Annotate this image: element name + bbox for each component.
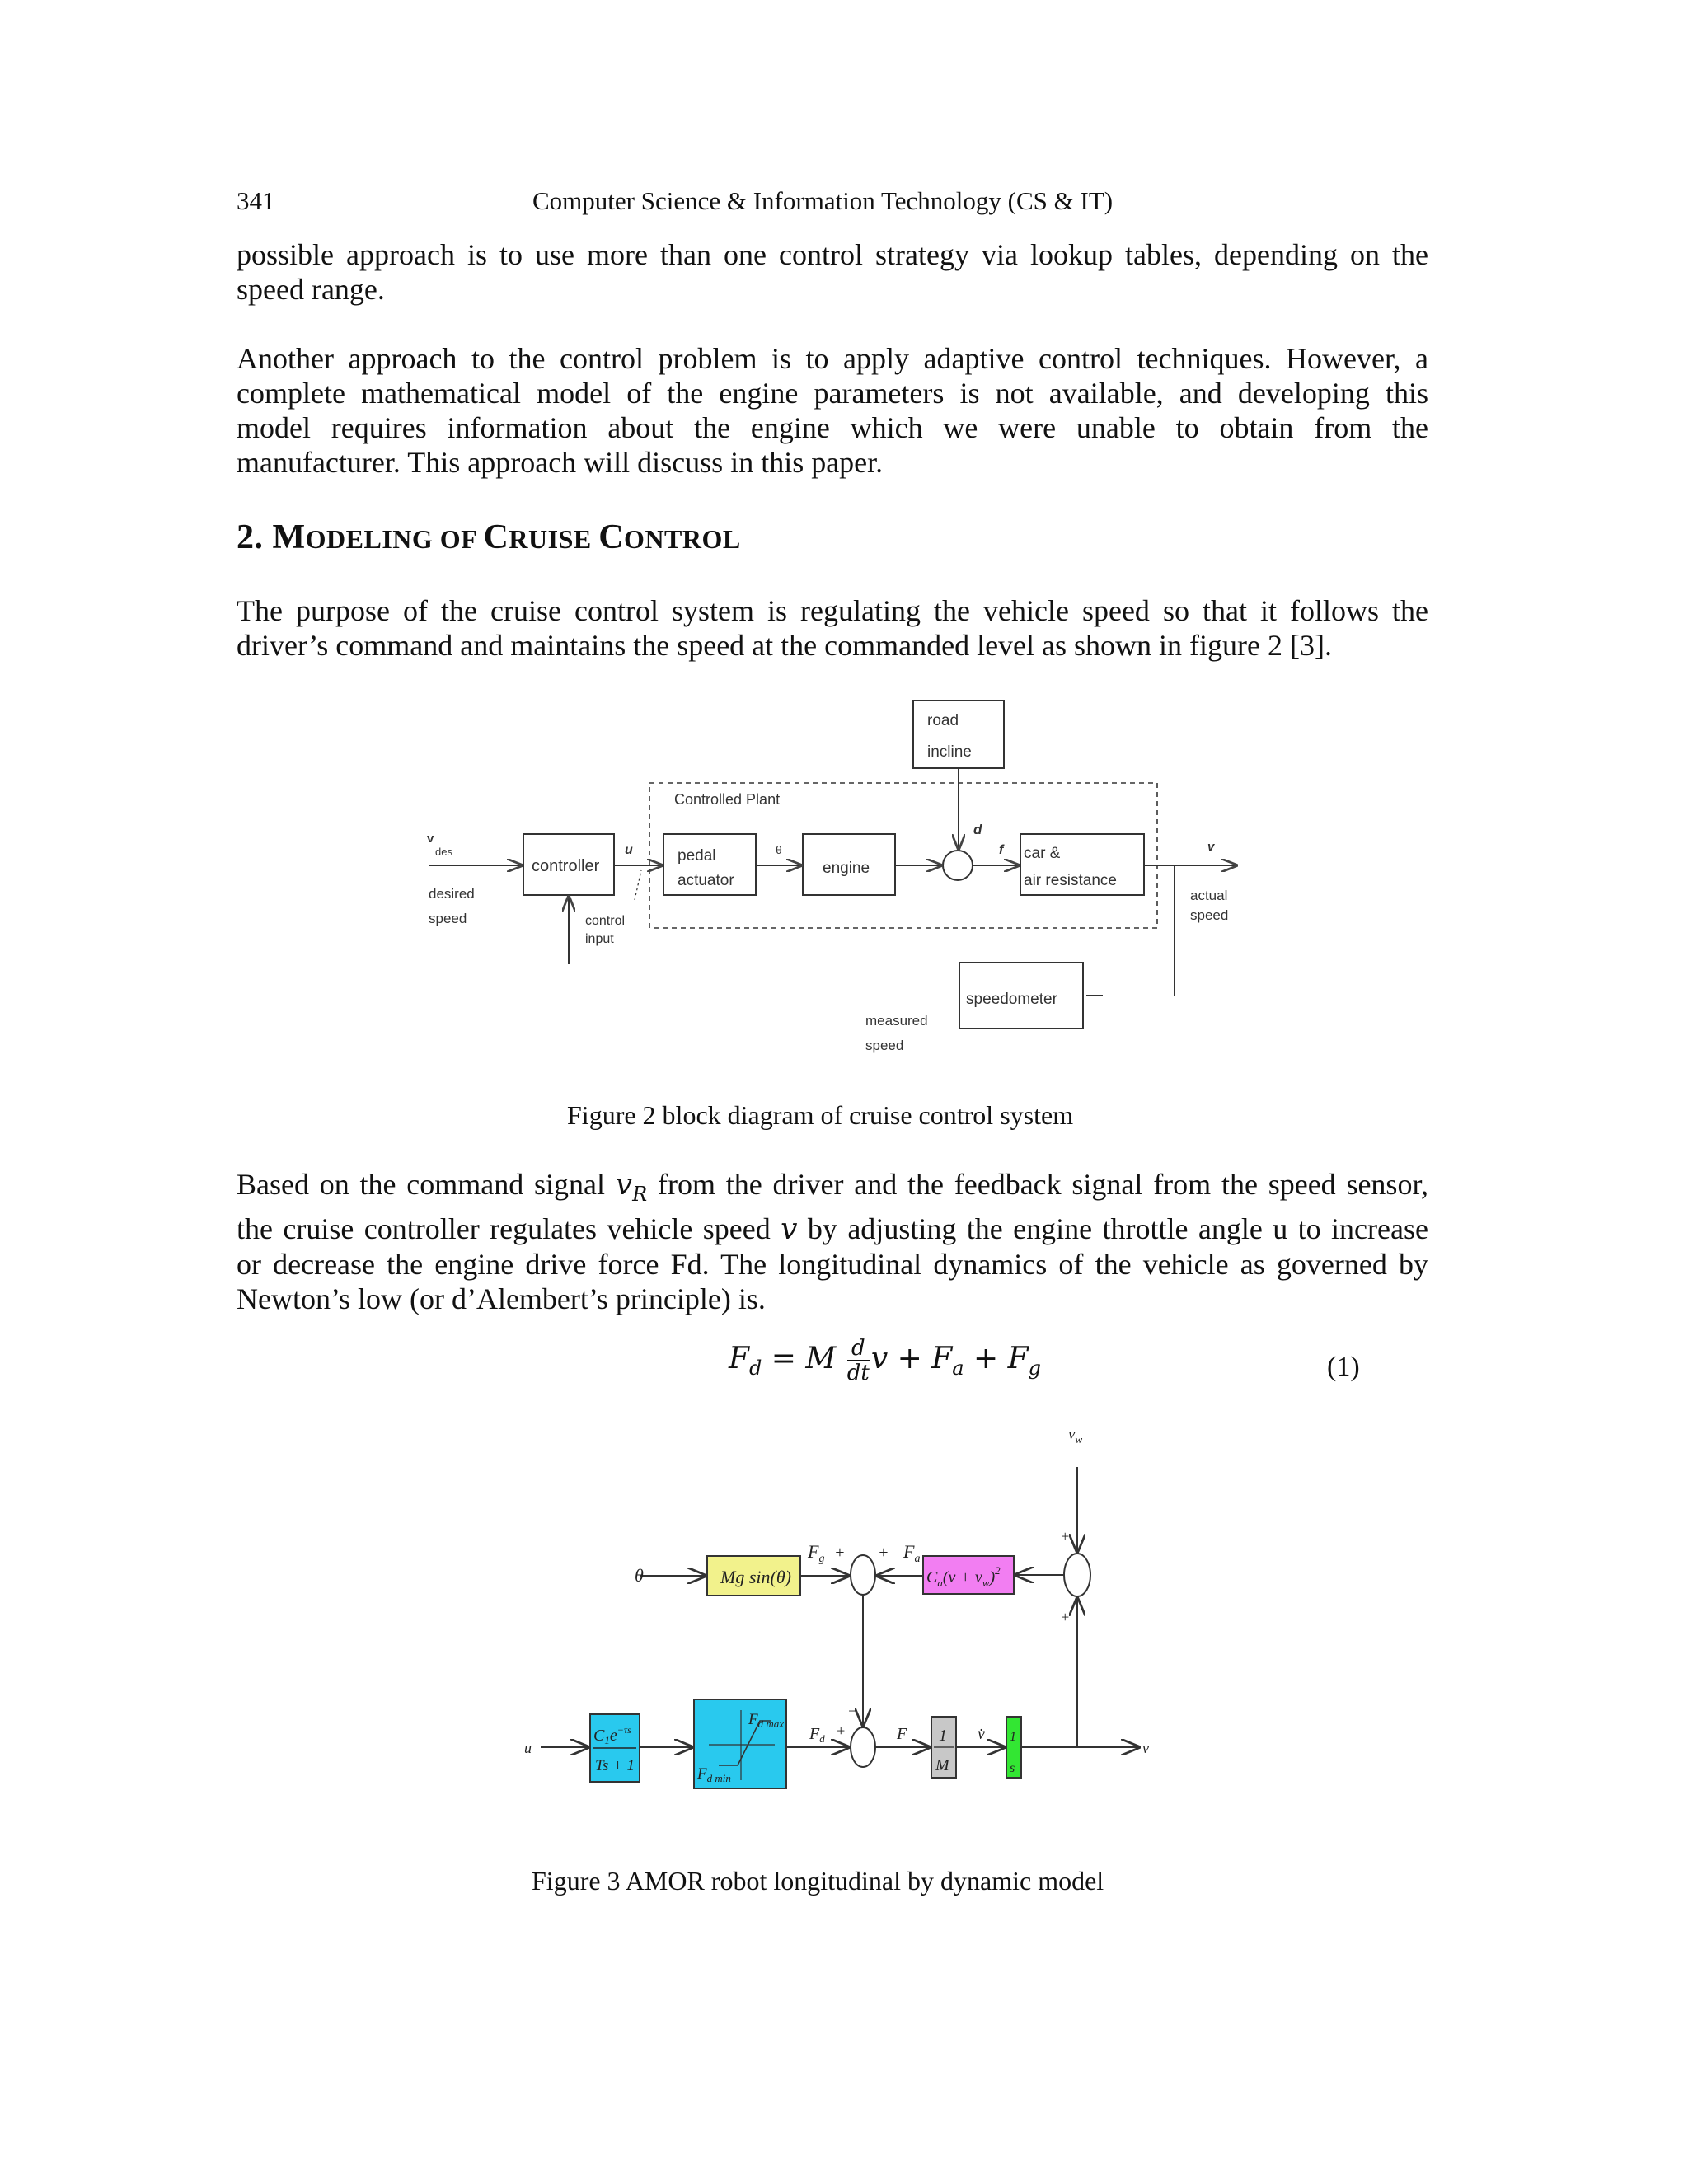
actuator-label: actuator — [678, 872, 734, 889]
figure-2-caption: Figure 2 block diagram of cruise control system — [567, 1100, 1074, 1130]
paragraph-1 — [237, 237, 1428, 307]
f-label: f — [999, 843, 1004, 857]
eq-fraction — [847, 1337, 870, 1385]
speed-symbol: v — [781, 1212, 798, 1247]
inverse-mass-denominator: M — [935, 1756, 950, 1774]
equation-number: (1) — [1327, 1352, 1360, 1382]
control-input-label: input — [585, 932, 614, 946]
eq-term: F — [931, 1342, 953, 1376]
pedal-label: pedal — [678, 847, 716, 865]
tsp1-label: Ts + 1 — [595, 1757, 635, 1774]
v-des-label: v — [427, 832, 434, 846]
page-number: 341 — [237, 186, 275, 215]
theta-input-label: θ — [635, 1565, 644, 1586]
paragraph-line: model requires information about the engine which we were unable to obtain from the — [237, 411, 1428, 444]
plus-sign: + — [878, 1544, 889, 1562]
controlled-plant-label: Controlled Plant — [674, 791, 781, 808]
eq-term: F — [729, 1342, 749, 1376]
text-run: Based on the command signal — [237, 1168, 616, 1201]
speedometer-label: speedometer — [966, 991, 1057, 1008]
u-label: u — [625, 843, 633, 857]
eq-numerator: d — [847, 1337, 870, 1361]
plus-sign: + — [834, 1544, 846, 1562]
vw-label: $v_w$ — [1068, 1426, 1083, 1446]
actual-speed-label: speed — [1190, 907, 1229, 923]
figure-2-diagram — [412, 692, 1253, 1071]
command-speed-symbol: v — [615, 1168, 633, 1202]
figure-3-diagram — [503, 1418, 1162, 1813]
engine-label: engine — [823, 860, 870, 877]
road-label: road — [927, 712, 959, 729]
gravity-force-label: Mg sin(θ) — [720, 1567, 791, 1587]
plus-sign: + — [1060, 1528, 1071, 1544]
force-sum-junction — [851, 1555, 875, 1595]
paragraph-line: speed range. — [237, 273, 385, 306]
journal-header: Computer Science & Information Technology (CS & IT) — [532, 186, 1114, 215]
eq-term: F — [1007, 1342, 1029, 1376]
air-drag-label: $C_a(v + v_w)^2$ — [926, 1564, 1001, 1589]
eq-plus: + — [964, 1342, 1008, 1376]
wind-sum-junction — [1064, 1554, 1090, 1596]
paragraph-2 — [237, 341, 1428, 480]
section-heading — [237, 518, 741, 557]
fg-label: $F_g$ — [808, 1541, 825, 1565]
figure-3-caption: Figure 3 AMOR robot longitudinal by dynamic model — [532, 1866, 1104, 1896]
eq-sub: a — [952, 1357, 964, 1380]
eq-term: M — [805, 1342, 837, 1376]
plus-sign: + — [1060, 1609, 1071, 1625]
measured-label: measured — [865, 1013, 928, 1029]
inverse-mass-numerator: 1 — [939, 1727, 947, 1745]
control-label: control — [585, 914, 626, 928]
net-force-sum-junction — [851, 1727, 875, 1767]
actual-label: actual — [1190, 888, 1228, 903]
paragraph-line: Another approach to the control problem is to apply adaptive control techniques. However, a — [237, 342, 1428, 375]
net-force-label: F — [897, 1725, 907, 1743]
measured-speed-label: speed — [865, 1038, 904, 1053]
integrator-denominator: s — [1010, 1761, 1015, 1775]
u-input-label: u — [524, 1740, 532, 1756]
eq-sub: d — [748, 1357, 762, 1380]
paragraph-4 — [237, 1167, 1428, 1316]
eq-term: v — [870, 1342, 889, 1376]
section-title-part: M — [272, 518, 306, 556]
theta-label: θ — [776, 843, 782, 856]
fdmax-label: $F_{d max}$ — [748, 1711, 785, 1730]
controller-label: controller — [532, 857, 600, 875]
eq-sub: g — [1028, 1357, 1041, 1380]
incline-label: incline — [927, 743, 972, 761]
paragraph-line: The purpose of the cruise control system is regulating the vehicle speed so that it follows the — [237, 594, 1428, 627]
v-output-label: v — [1207, 840, 1215, 854]
section-title-part: RUISE — [509, 524, 599, 554]
section-title-part: ODELING OF — [305, 524, 484, 554]
minus-sign: − — [847, 1703, 858, 1719]
c1-label: $C_1e^{-\tau s}$ — [593, 1724, 631, 1746]
equation-1 — [729, 1337, 1041, 1385]
paragraph-3 — [237, 593, 1428, 663]
eq-denominator: dt — [846, 1361, 870, 1385]
section-title-part: C — [483, 518, 509, 556]
v-des-subscript: des — [435, 846, 452, 858]
paragraph-line — [237, 1212, 1428, 1247]
v-output-label: v — [1142, 1740, 1149, 1756]
command-speed-subscript: R — [632, 1183, 648, 1207]
paragraph-line: complete mathematical model of the engine parameters is not available, and developing this — [237, 377, 1428, 410]
paragraph-line: possible approach is to use more than one control strategy via lookup tables, depending on the — [237, 238, 1428, 271]
air-resistance-label: air resistance — [1024, 872, 1117, 889]
fdmin-label: $F_{d min}$ — [697, 1765, 731, 1784]
paragraph-line — [237, 1167, 1428, 1212]
section-title-part: C — [598, 518, 625, 556]
text-run: from the driver and the feedback signal from the speed sensor, — [647, 1168, 1428, 1201]
desired-speed-label: speed — [429, 911, 467, 926]
acceleration-label: v̇ — [978, 1725, 985, 1743]
paragraph-line: driver’s command and maintains the speed at the commanded level as shown in figure 2 [3]. — [237, 629, 1332, 662]
desired-label: desired — [429, 886, 475, 902]
paragraph-line: or decrease the engine drive force Fd. The longitudinal dynamics of the vehicle as governed by — [237, 1248, 1428, 1282]
paragraph-line: manufacturer. This approach will discuss in this paper. — [237, 446, 884, 479]
fd-label: $F_d$ — [809, 1725, 825, 1745]
section-title-part: ONTROL — [624, 524, 741, 554]
plus-sign: + — [836, 1722, 846, 1739]
d-label: d — [973, 822, 982, 837]
eq-plus: + — [888, 1342, 932, 1376]
eq-equals: = — [762, 1342, 806, 1376]
integrator-numerator: 1 — [1010, 1730, 1016, 1744]
car-label: car & — [1024, 845, 1061, 862]
fa-label: $F_a$ — [903, 1541, 921, 1565]
disturbance-sum-junction — [943, 851, 973, 880]
section-number: 2. — [237, 518, 264, 556]
text-run: the cruise controller regulates vehicle speed — [237, 1212, 781, 1246]
text-run: by adjusting the engine throttle angle u to increase — [797, 1212, 1428, 1246]
paragraph-line: Newton’s low (or d’Alembert’s principle) is. — [237, 1282, 766, 1316]
